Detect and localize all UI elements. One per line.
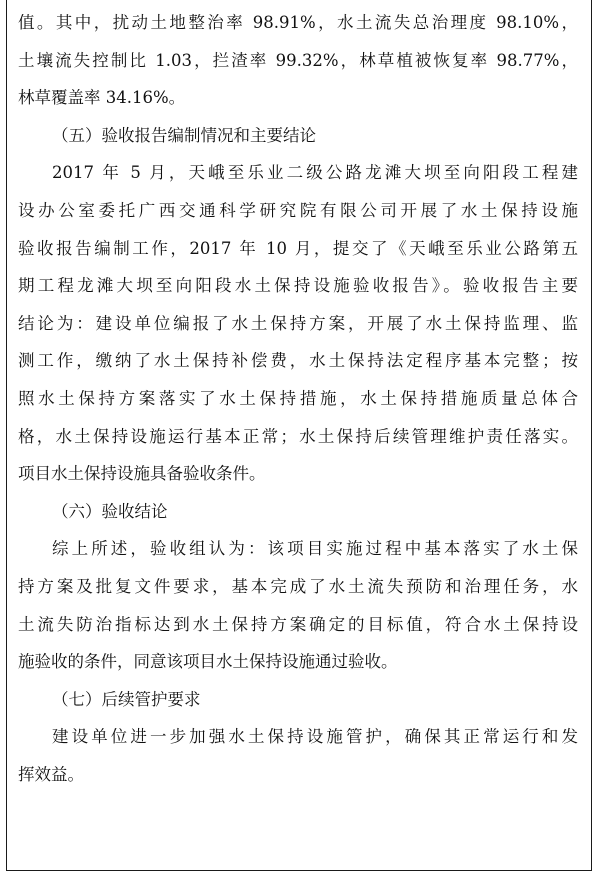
- text-line: 设办公室委托广西交通科学研究院有限公司开展了水土保持设施: [18, 200, 578, 220]
- section-heading-6: [18, 493, 578, 531]
- indicator-values-paragraph: [18, 4, 578, 117]
- text-line: 综上所述，验收组认为：该项目实施过程中基本落实了水土保: [52, 539, 578, 559]
- text-line: 验收报告编制工作，2017 年 10 月，提交了《天峨至乐业公路第五: [18, 238, 578, 258]
- text-line: 测工作，缴纳了水土保持补偿费，水土保持法定程序基本完整；按: [18, 351, 578, 371]
- text-line: 林草覆盖率 34.16%。: [18, 88, 186, 108]
- document-body: [18, 0, 578, 793]
- text-line: 建设单位进一步加强水土保持设施管护，确保其正常运行和发: [52, 727, 578, 747]
- report-conclusion-paragraph: [18, 154, 578, 492]
- text-line: 结论为：建设单位编报了水土保持方案，开展了水土保持监理、监: [18, 313, 578, 333]
- text-line: 土壤流失控制比 1.03，拦渣率 99.32%，林草植被恢复率 98.77%，: [18, 50, 578, 70]
- text-line: 土流失防治指标达到水土保持方案确定的目标值，符合水土保持设: [18, 614, 578, 634]
- section-heading-5: [18, 117, 578, 155]
- heading-text: （五）验收报告编制情况和主要结论: [52, 125, 316, 145]
- text-line: 2017 年 5 月，天峨至乐业二级公路龙滩大坝至向阳段工程建: [52, 163, 578, 183]
- text-line: 项目水土保持设施具备验收条件。: [18, 464, 266, 484]
- heading-text: （七）后续管护要求: [52, 689, 201, 709]
- heading-text: （六）验收结论: [52, 501, 168, 521]
- text-line: 持方案及批复文件要求，基本完成了水土流失预防和治理任务，水: [18, 576, 578, 596]
- acceptance-conclusion-paragraph: [18, 530, 578, 680]
- text-line: 值。其中，扰动土地整治率 98.91%，水土流失总治理度 98.10%，: [18, 13, 578, 32]
- text-line: 施验收的条件，同意该项目水土保持设施通过验收。: [18, 652, 398, 672]
- maintenance-requirement-paragraph: [18, 718, 578, 793]
- text-line: 挥效益。: [18, 764, 84, 784]
- section-heading-7: [18, 681, 578, 719]
- text-line: 格，水土保持设施运行基本正常；水土保持后续管理维护责任落实。: [18, 426, 578, 446]
- text-line: 照水土保持方案落实了水土保持措施，水土保持措施质量总体合: [18, 388, 578, 408]
- text-line: 期工程龙滩大坝至向阳段水土保持设施验收报告》。验收报告主要: [18, 276, 578, 296]
